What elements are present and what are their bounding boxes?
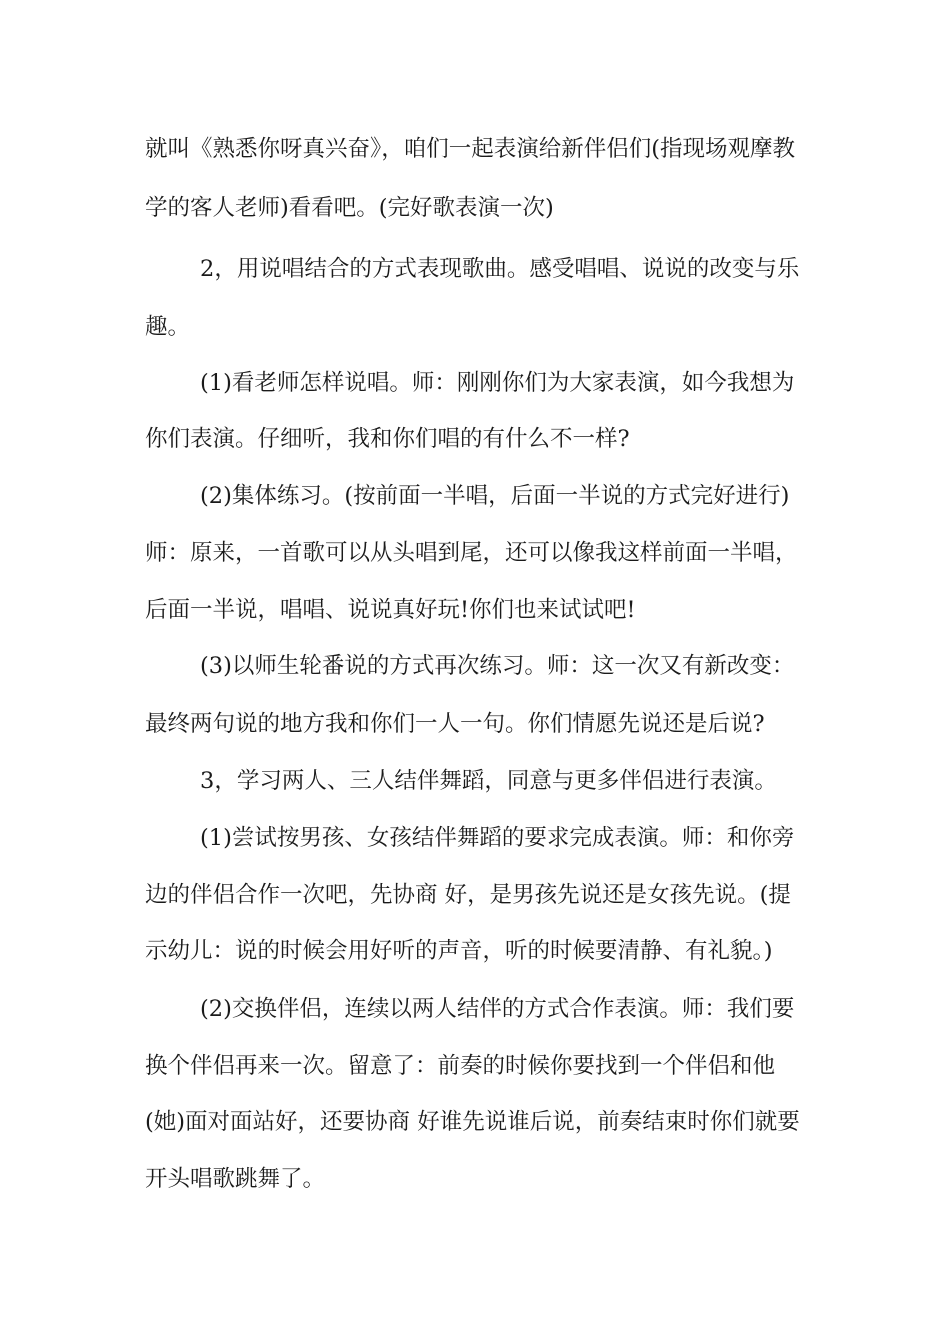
text-line: (她)面对面站好，还要协商 好谁先说谁后说，前奏结束时你们就要	[145, 1109, 800, 1135]
text-line: 学的客人老师)看看吧。(完好歌表演一次)	[145, 195, 554, 221]
paragraph-start-line: (2)交换伴侣，连续以两人结伴的方式合作表演。师：我们要	[200, 996, 795, 1022]
text-line: 边的伴侣合作一次吧，先协商 好，是男孩先说还是女孩先说。(提	[145, 882, 791, 908]
paragraph-start-line: 3，学习两人、三人结伴舞蹈，同意与更多伴侣进行表演。	[200, 768, 777, 794]
text-line: 示幼儿：说的时候会用好听的声音，听的时候要清静、有礼貌。)	[145, 938, 773, 964]
text-line: 就叫《熟悉你呀真兴奋》，咱们一起表演给新伴侣们(指现场观摩教	[145, 136, 796, 162]
paragraph-start-line: (1)尝试按男孩、女孩结伴舞蹈的要求完成表演。师：和你旁	[200, 825, 795, 851]
text-line: 你们表演。仔细听，我和你们唱的有什么不一样?	[145, 426, 630, 452]
paragraph-start-line: (2)集体练习。(按前面一半唱，后面一半说的方式完好进行)	[200, 483, 790, 509]
text-line: 后面一半说，唱唱、说说真好玩!你们也来试试吧!	[145, 597, 636, 623]
paragraph-start-line: 2，用说唱结合的方式表现歌曲。感受唱唱、说说的改变与乐	[200, 256, 800, 282]
paragraph-start-line: (3)以师生轮番说的方式再次练习。师：这一次又有新改变：	[200, 653, 795, 679]
text-line: 换个伴侣再来一次。留意了：前奏的时候你要找到一个伴侣和他	[145, 1053, 776, 1079]
text-line: 师：原来，一首歌可以从头唱到尾，还可以像我这样前面一半唱，	[145, 540, 798, 566]
text-line: 最终两句说的地方我和你们一人一句。你们情愿先说还是后说?	[145, 711, 765, 737]
text-line: 开头唱歌跳舞了。	[145, 1166, 326, 1192]
paragraph-start-line: (1)看老师怎样说唱。师：刚刚你们为大家表演，如今我想为	[200, 370, 795, 396]
text-line: 趣。	[145, 314, 191, 340]
